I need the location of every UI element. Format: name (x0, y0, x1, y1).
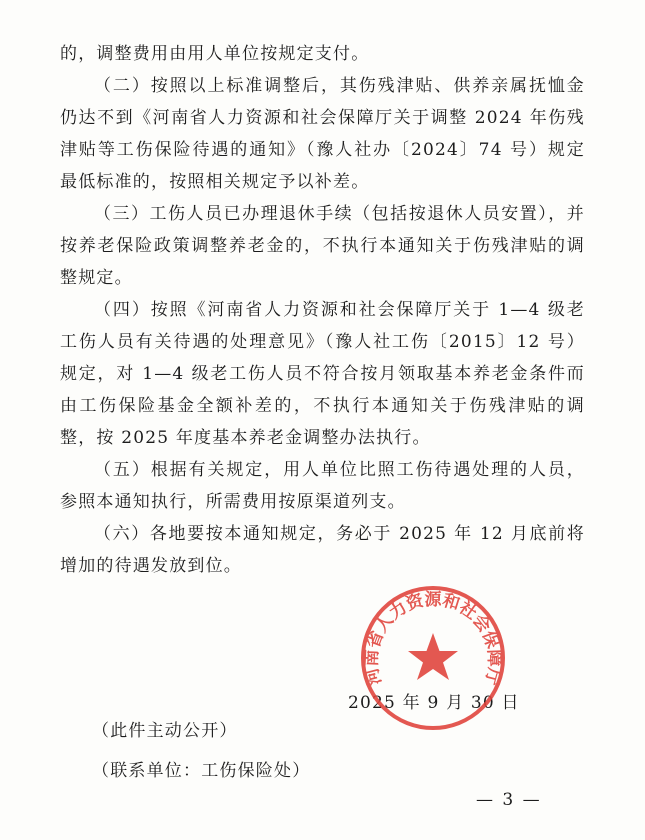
official-seal (358, 583, 508, 733)
public-note: （此件主动公开） (92, 721, 238, 741)
page-number: — 3 — (476, 790, 542, 810)
paragraph-continuation: 的，调整费用由用人单位按规定支付。 (60, 44, 370, 64)
paragraph-item-3: （三）工伤人员已办理退休手续（包括按退休人员安置），并按养老保险政策调整养老金的，不执行本通知关于伤残津贴的调整规定。 (60, 204, 585, 288)
paragraph-item-6: （六）各地要按本通知规定，务必于 2025 年 12 月底前将增加的待遇发放到位。 (60, 524, 585, 576)
paragraph-item-4: （四）按照《河南省人力资源和社会保障厅关于 1—4 级老工伤人员有关待遇的处理意见》（豫人社工伤〔2015〕12 号）规定，对 1—4 级老工伤人员不符合按月领取基本养老金条件而由工伤保险基金全额补差的，不执行本通知关于伤残津贴的调整，按 2025 年度基本养老金调整办法执行。 (60, 300, 585, 448)
paragraph-item-2: （二）按照以上标准调整后，其伤残津贴、供养亲属抚恤金仍达不到《河南省人力资源和社会保障厅关于调整 2024 年伤残津贴等工伤保险待遇的通知》（豫人社办〔2024〕74 号）规定最低标准的，按照相关规定予以补差。 (60, 76, 585, 192)
contact-unit: （联系单位：工伤保险处） (92, 761, 311, 781)
paragraph-item-5: （五）根据有关规定，用人单位比照工伤待遇处理的人员，参照本通知执行，所需费用按原渠道列支。 (60, 460, 585, 512)
issue-date: 2025 年 9 月 30 日 (348, 693, 520, 713)
seal-text: 河南省人力资源和社会保障厅 (361, 589, 505, 688)
red-star-icon (408, 633, 458, 680)
